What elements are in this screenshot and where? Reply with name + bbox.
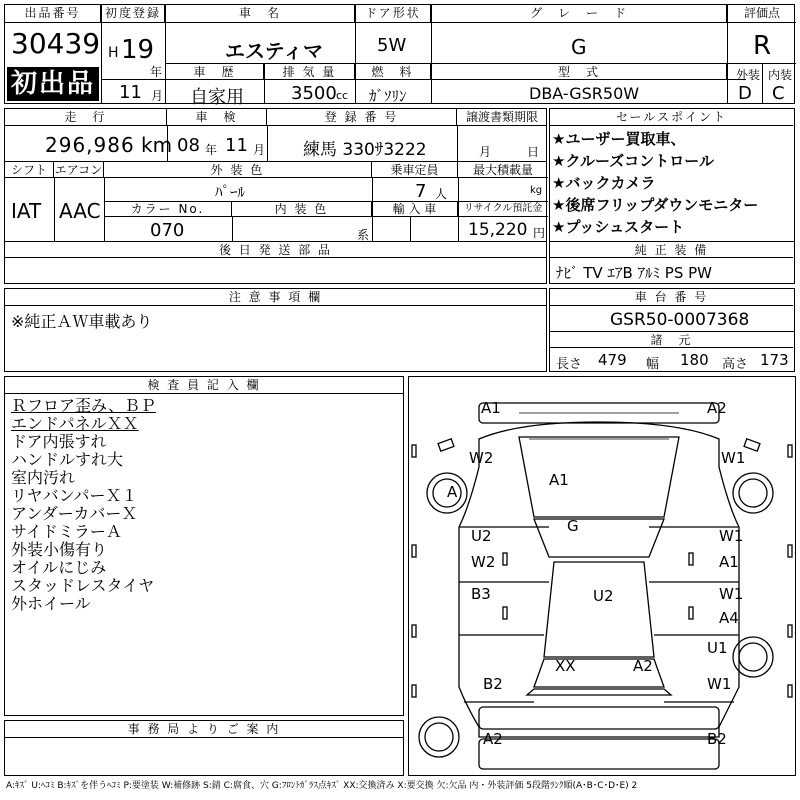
inspection-month: 11 xyxy=(225,135,248,156)
sales-point-item: ★ユーザー買取車、 xyxy=(552,130,686,148)
legend-footer: A:ｷｽﾞ U:ﾍｺﾐ B:ｷｽﾞを伴うﾍｺﾐ P:要塗装 W:補修跡 S:錆 C:腐食、穴 G:ﾌﾛﾝﾄｶﾞﾗｽ点ｷｽﾞ XX:交換済み X:要交換 欠:欠品 内・外装評価 5段階ﾗﾝｸ順(A･B･C･D･E) 2 xyxy=(6,781,638,791)
capacity-label: 乗車定員 xyxy=(372,162,458,178)
equipment-label: 純 正 装 備 xyxy=(550,242,793,258)
door-label: ドア形状 xyxy=(355,5,431,23)
damage-mark: U2 xyxy=(471,527,492,545)
capacity: 7 xyxy=(415,181,427,202)
int-grade: C xyxy=(772,83,785,104)
damage-mark: A2 xyxy=(707,399,727,417)
car-name-label: 車 名 xyxy=(166,5,355,23)
damage-mark: W1 xyxy=(721,449,746,467)
inspector-note: 外ホイール xyxy=(11,594,91,613)
mileage: 296,986 xyxy=(45,133,135,157)
year-unit: 年 xyxy=(150,65,163,79)
office-label: 事 務 局 よ り ご 案 内 xyxy=(5,721,403,738)
displacement-unit: cc xyxy=(336,89,349,102)
equipment-value: ﾅﾋﾞ TV ｴｱB ｱﾙﾐ PS PW xyxy=(556,264,712,282)
inspector-label: 検 査 員 記 入 欄 xyxy=(5,377,403,394)
int-color-label: 内 装 色 xyxy=(232,202,372,217)
mileage-label: 走 行 xyxy=(5,109,167,126)
inspection-year: 08 xyxy=(177,135,200,156)
inspector-note: 室内汚れ xyxy=(11,468,76,487)
damage-mark: A1 xyxy=(719,553,739,571)
fuel-label: 燃 料 xyxy=(355,64,431,80)
history-label: 車 歴 xyxy=(166,64,264,80)
caution-text: ※純正ＡＷ車載あり xyxy=(11,312,153,331)
inspector-note: ドア内張すれ xyxy=(11,432,107,451)
inspector-note: 外装小傷有り xyxy=(11,540,108,559)
int-color-unit: 系 xyxy=(357,228,370,242)
chassis-label: 車 台 番 号 xyxy=(550,289,793,306)
office-block xyxy=(4,720,404,776)
header-block xyxy=(4,4,795,108)
damage-mark: A4 xyxy=(719,609,739,627)
details-block xyxy=(4,108,547,284)
displacement-label: 排 気 量 xyxy=(264,64,355,80)
load-unit: kg xyxy=(530,185,543,196)
inspector-note: サイドミラーＡ xyxy=(11,522,122,541)
damage-mark: W1 xyxy=(719,585,744,603)
damage-mark: W1 xyxy=(719,527,744,545)
damage-mark: XX xyxy=(555,657,576,675)
lot-label: 出品番号 xyxy=(5,5,101,23)
import-label: 輸 入 車 xyxy=(372,202,458,217)
first-listing-badge: 初出品 xyxy=(7,67,99,101)
color-no-label: カラー No. xyxy=(104,202,232,217)
inspector-note: リヤバンパーＸ１ xyxy=(11,486,138,505)
damage-mark: A2 xyxy=(633,657,653,675)
transfer-day-unit: 日 xyxy=(527,145,540,159)
sales-point-item: ★プッシュスタート xyxy=(552,218,685,236)
plate: 練馬 330ｻ3222 xyxy=(303,140,427,160)
inspector-note: ハンドルすれ大 xyxy=(11,450,124,469)
sales-point-item: ★クルーズコントロール xyxy=(552,152,714,170)
inspector-note: Ｒフロア歪み、ＢＰ xyxy=(11,396,156,415)
inspector-note: アンダーカバーＸ xyxy=(11,504,138,523)
damage-mark: W1 xyxy=(707,675,732,693)
first-reg-label: 初度登録 xyxy=(102,5,165,23)
damage-mark: A1 xyxy=(549,471,569,489)
history: 自家用 xyxy=(190,87,244,108)
chassis-block xyxy=(549,288,795,372)
transfer-label: 譲渡書類期限 xyxy=(457,109,547,126)
fuel: ｶﾞｿﾘﾝ xyxy=(369,87,407,105)
plate-label: 登 録 番 号 xyxy=(267,109,457,126)
height: 173 xyxy=(760,351,789,369)
caution-block xyxy=(4,288,547,372)
score: R xyxy=(753,31,772,61)
lot-number: 30439 xyxy=(11,27,101,60)
chassis-number: GSR50-0007368 xyxy=(610,310,750,330)
score-label: 評価点 xyxy=(727,5,796,23)
sales-point-item: ★後席フリップダウンモニター xyxy=(552,196,759,214)
month-unit: 月 xyxy=(151,89,164,103)
damage-mark: G xyxy=(567,517,579,535)
sales-point-item: ★バックカメラ xyxy=(552,174,656,192)
inspector-block xyxy=(4,376,404,716)
ext-color: ﾊﾟｰﾙ xyxy=(215,183,246,201)
int-label: 内装 xyxy=(768,68,793,82)
caution-label: 注 意 事 項 欄 xyxy=(5,289,546,306)
recycle-label: リサイクル預託金 xyxy=(458,202,548,217)
later-parts-label: 後 日 発 送 部 品 xyxy=(5,242,546,258)
aircon: AAC xyxy=(59,199,101,223)
model-label: 型 式 xyxy=(431,64,727,80)
ext-grade: D xyxy=(738,83,752,104)
damage-mark: A2 xyxy=(483,730,503,748)
aircon-label: エアコン xyxy=(54,163,103,177)
ext-label: 外装 xyxy=(736,68,761,82)
damage-mark: U2 xyxy=(593,587,614,605)
car-diagram xyxy=(409,377,795,775)
inspector-note: エンドパネルＸＸ xyxy=(11,414,139,433)
width-label: 幅 xyxy=(646,357,660,372)
recycle: 15,220 xyxy=(468,220,528,240)
door: 5W xyxy=(377,35,407,56)
damage-mark: U1 xyxy=(707,639,728,657)
shift-label: シフト xyxy=(5,162,54,178)
sales-point-label: セールスポイント xyxy=(550,109,793,126)
damage-mark: W2 xyxy=(471,553,496,571)
width: 180 xyxy=(680,351,709,369)
inspector-note: スタッドレスタイヤ xyxy=(11,576,155,595)
damage-mark: A1 xyxy=(481,399,501,417)
inspection-month-unit: 月 xyxy=(253,143,266,157)
inspection-label: 車 検 xyxy=(167,109,267,126)
car-name: エスティマ xyxy=(225,39,323,63)
length: 479 xyxy=(598,351,627,369)
mileage-unit: km xyxy=(141,133,173,157)
spec-label: 諸 元 xyxy=(550,332,793,348)
damage-mark: B2 xyxy=(483,675,503,693)
sales-point-block xyxy=(549,108,795,284)
damage-mark: B3 xyxy=(471,585,491,603)
damage-mark: A xyxy=(447,483,458,501)
load-label: 最大積載量 xyxy=(458,162,548,178)
displacement: 3500 xyxy=(291,83,337,104)
recycle-unit: 円 xyxy=(533,226,546,240)
shift: IAT xyxy=(11,199,42,223)
inspector-note: オイルにじみ xyxy=(11,558,107,577)
car-diagram-block xyxy=(408,376,796,776)
model: DBA-GSR50W xyxy=(529,84,640,103)
grade-label: グ レ ー ド xyxy=(431,5,727,23)
damage-mark: B2 xyxy=(707,730,727,748)
height-label: 高さ xyxy=(722,357,749,372)
grade: G xyxy=(571,35,587,59)
first-reg-month: 11 xyxy=(119,82,142,103)
length-label: 長さ xyxy=(556,357,583,372)
capacity-unit: 人 xyxy=(435,187,448,201)
ext-color-label: 外 装 色 xyxy=(104,162,372,178)
damage-mark: W2 xyxy=(469,449,494,467)
first-reg-year: 19 xyxy=(121,35,155,65)
transfer-month-unit: 月 xyxy=(479,145,492,159)
inspection-year-unit: 年 xyxy=(205,143,218,157)
era: H xyxy=(108,45,119,61)
color-no: 070 xyxy=(150,220,185,241)
